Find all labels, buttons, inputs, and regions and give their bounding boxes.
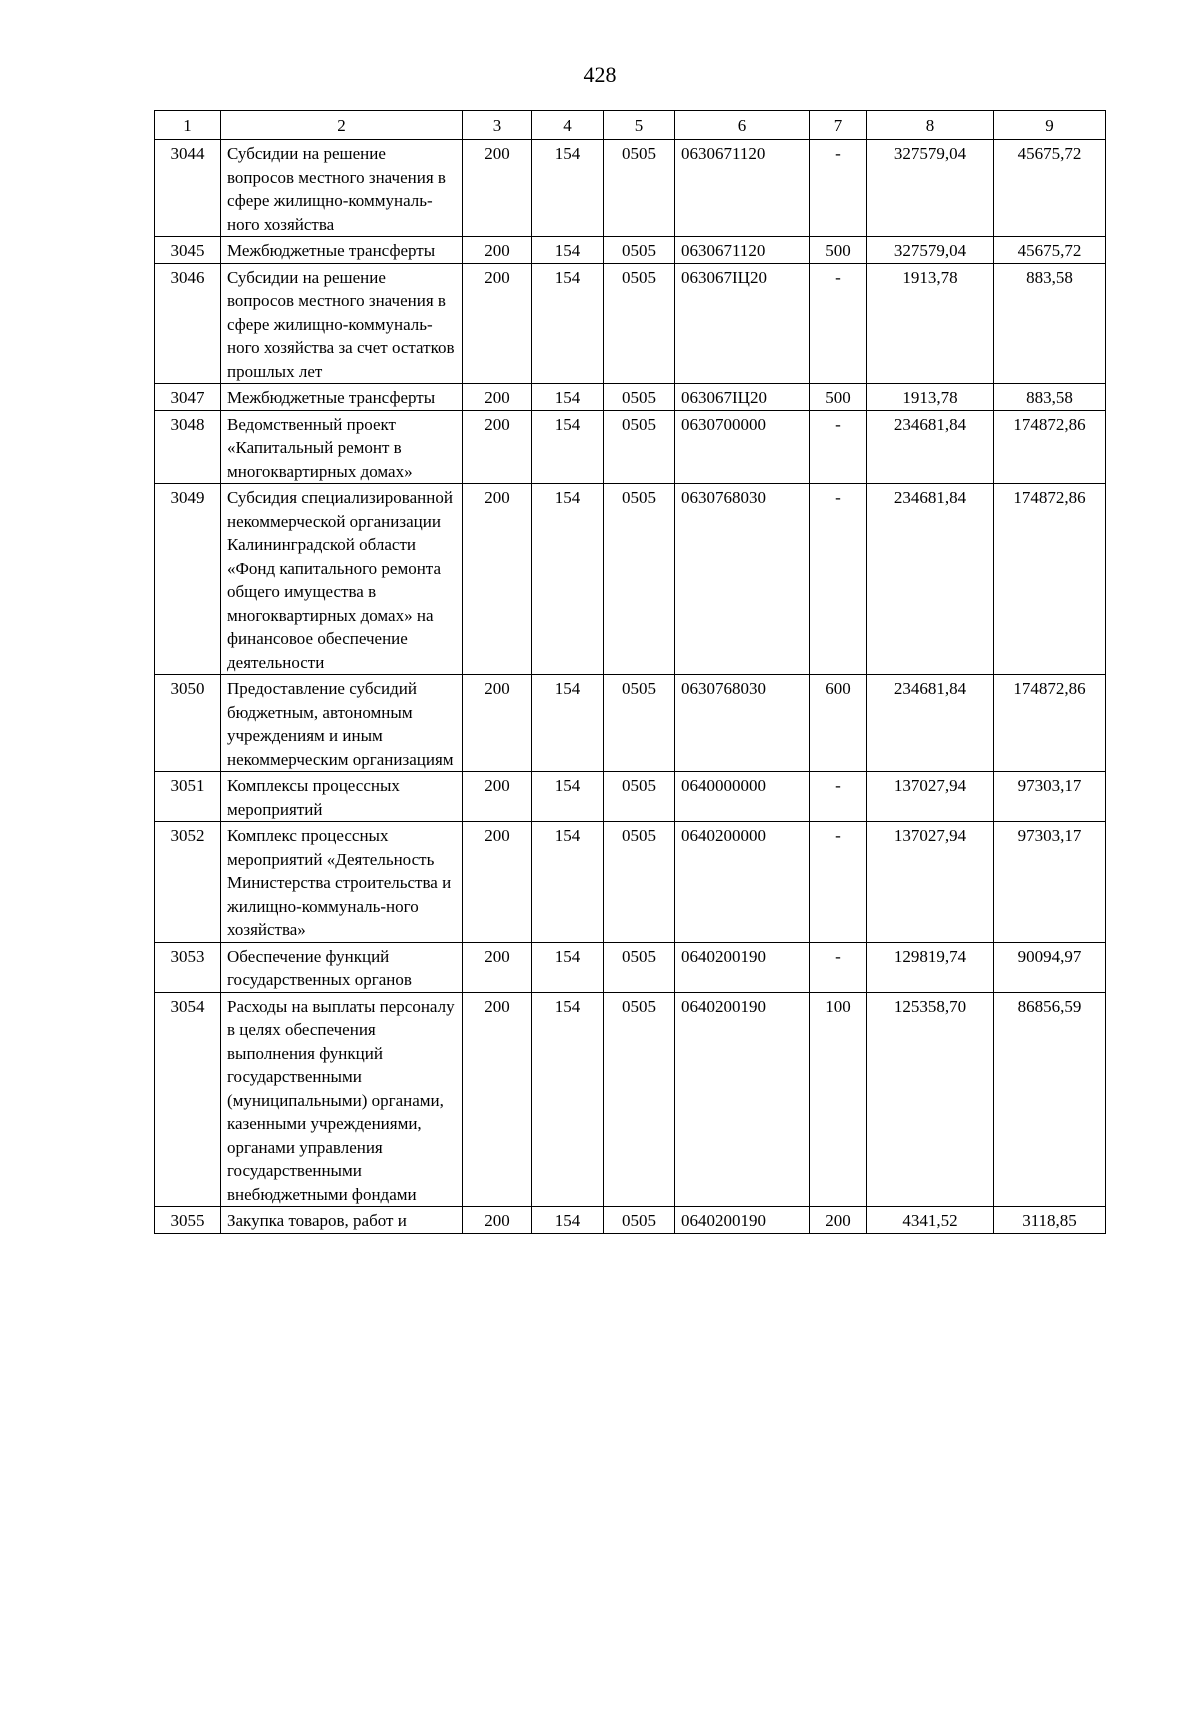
- row-col3: 200: [463, 384, 532, 411]
- row-code: 0630768030: [675, 484, 810, 675]
- row-col4: 154: [532, 1207, 604, 1234]
- row-name: Закупка товаров, работ и: [221, 1207, 463, 1234]
- row-number: 3051: [155, 772, 221, 822]
- row-col3: 200: [463, 942, 532, 992]
- row-col3: 200: [463, 675, 532, 772]
- row-code: 0630768030: [675, 675, 810, 772]
- row-col4: 154: [532, 992, 604, 1207]
- row-col3: 200: [463, 263, 532, 384]
- row-col7: -: [810, 772, 867, 822]
- row-col3: 200: [463, 237, 532, 264]
- row-amount-8: 234681,84: [867, 484, 994, 675]
- row-code: 0640000000: [675, 772, 810, 822]
- row-code: 0640200190: [675, 1207, 810, 1234]
- table-row: [155, 942, 1106, 992]
- column-header: 5: [604, 111, 675, 140]
- column-header: 8: [867, 111, 994, 140]
- row-col4: 154: [532, 675, 604, 772]
- row-col7: 500: [810, 237, 867, 264]
- budget-table: [154, 110, 1106, 1234]
- column-header: 1: [155, 111, 221, 140]
- row-col4: 154: [532, 772, 604, 822]
- row-number: 3044: [155, 140, 221, 237]
- row-col5: 0505: [604, 237, 675, 264]
- row-col4: 154: [532, 410, 604, 484]
- row-col4: 154: [532, 140, 604, 237]
- row-name: Расходы на выплаты персоналу в целях обеспечения выполнения функций государственными (муниципальными) органами, казенными учреждениями, органами управления государственными внебюджетными фондами: [221, 992, 463, 1207]
- row-col7: -: [810, 263, 867, 384]
- column-header: 4: [532, 111, 604, 140]
- row-name: Межбюджетные трансферты: [221, 384, 463, 411]
- table-row: [155, 237, 1106, 264]
- header-row: [155, 111, 1106, 140]
- column-header: 9: [994, 111, 1106, 140]
- row-col4: 154: [532, 384, 604, 411]
- row-col5: 0505: [604, 410, 675, 484]
- row-col4: 154: [532, 822, 604, 943]
- row-amount-8: 125358,70: [867, 992, 994, 1207]
- row-number: 3053: [155, 942, 221, 992]
- row-col7: 500: [810, 384, 867, 411]
- row-number: 3045: [155, 237, 221, 264]
- row-col5: 0505: [604, 484, 675, 675]
- row-number: 3048: [155, 410, 221, 484]
- row-number: 3049: [155, 484, 221, 675]
- row-col5: 0505: [604, 942, 675, 992]
- row-amount-9: 174872,86: [994, 410, 1106, 484]
- row-name: Субсидии на решение вопросов местного значения в сфере жилищно-коммуналь-ного хозяйства за счет остатков прошлых лет: [221, 263, 463, 384]
- row-name: Ведомственный проект «Капитальный ремонт в многоквартирных домах»: [221, 410, 463, 484]
- row-col5: 0505: [604, 384, 675, 411]
- row-amount-9: 883,58: [994, 384, 1106, 411]
- row-number: 3047: [155, 384, 221, 411]
- row-code: 0640200190: [675, 992, 810, 1207]
- row-number: 3052: [155, 822, 221, 943]
- row-name: Субсидии на решение вопросов местного значения в сфере жилищно-коммуналь-ного хозяйства: [221, 140, 463, 237]
- row-col7: -: [810, 410, 867, 484]
- row-code: 0630700000: [675, 410, 810, 484]
- row-col4: 154: [532, 263, 604, 384]
- table-row: [155, 822, 1106, 943]
- row-col5: 0505: [604, 675, 675, 772]
- row-amount-9: 97303,17: [994, 822, 1106, 943]
- row-number: 3054: [155, 992, 221, 1207]
- row-name: Комплекс процессных мероприятий «Деятельность Министерства строительства и жилищно-коммуналь-ного хозяйства»: [221, 822, 463, 943]
- row-amount-8: 137027,94: [867, 772, 994, 822]
- row-col5: 0505: [604, 992, 675, 1207]
- table-row: [155, 410, 1106, 484]
- row-col3: 200: [463, 140, 532, 237]
- row-amount-9: 883,58: [994, 263, 1106, 384]
- row-amount-8: 1913,78: [867, 263, 994, 384]
- table-row: [155, 772, 1106, 822]
- row-name: Межбюджетные трансферты: [221, 237, 463, 264]
- row-code: 0640200190: [675, 942, 810, 992]
- table-row: [155, 484, 1106, 675]
- row-col7: -: [810, 822, 867, 943]
- row-amount-9: 45675,72: [994, 237, 1106, 264]
- row-code: 0630671120: [675, 237, 810, 264]
- row-name: Обеспечение функций государственных органов: [221, 942, 463, 992]
- column-header: 3: [463, 111, 532, 140]
- row-code: 063067IЦ20: [675, 263, 810, 384]
- page-number: 428: [583, 62, 617, 87]
- row-amount-9: 174872,86: [994, 484, 1106, 675]
- row-col5: 0505: [604, 140, 675, 237]
- row-code: 0630671120: [675, 140, 810, 237]
- row-name: Субсидия специализированной некоммерческой организации Калининградской области «Фонд капитального ремонта общего имущества в многоквартирных домах» на финансовое обеспечение деятельности: [221, 484, 463, 675]
- row-amount-9: 97303,17: [994, 772, 1106, 822]
- row-col5: 0505: [604, 772, 675, 822]
- row-col5: 0505: [604, 1207, 675, 1234]
- row-amount-8: 234681,84: [867, 675, 994, 772]
- table-row: [155, 992, 1106, 1207]
- row-name: Комплексы процессных мероприятий: [221, 772, 463, 822]
- row-col7: 200: [810, 1207, 867, 1234]
- row-col3: 200: [463, 484, 532, 675]
- row-col7: -: [810, 942, 867, 992]
- row-col7: 600: [810, 675, 867, 772]
- row-code: 063067IЦ20: [675, 384, 810, 411]
- row-col3: 200: [463, 992, 532, 1207]
- row-col7: 100: [810, 992, 867, 1207]
- row-col3: 200: [463, 1207, 532, 1234]
- row-col4: 154: [532, 942, 604, 992]
- column-header: 7: [810, 111, 867, 140]
- row-name: Предоставление субсидий бюджетным, автономным учреждениям и иным некоммерческим организациям: [221, 675, 463, 772]
- row-col4: 154: [532, 237, 604, 264]
- row-code: 0640200000: [675, 822, 810, 943]
- row-number: 3050: [155, 675, 221, 772]
- column-header: 2: [221, 111, 463, 140]
- row-col7: -: [810, 484, 867, 675]
- row-col4: 154: [532, 484, 604, 675]
- row-amount-8: 1913,78: [867, 384, 994, 411]
- row-amount-9: 90094,97: [994, 942, 1106, 992]
- row-col3: 200: [463, 772, 532, 822]
- table-row: [155, 675, 1106, 772]
- table-row: [155, 263, 1106, 384]
- row-amount-8: 137027,94: [867, 822, 994, 943]
- table-row: [155, 1207, 1106, 1234]
- row-col5: 0505: [604, 822, 675, 943]
- row-amount-8: 327579,04: [867, 237, 994, 264]
- row-number: 3055: [155, 1207, 221, 1234]
- column-header: 6: [675, 111, 810, 140]
- row-col3: 200: [463, 410, 532, 484]
- row-amount-8: 129819,74: [867, 942, 994, 992]
- table-row: [155, 140, 1106, 237]
- row-amount-9: 174872,86: [994, 675, 1106, 772]
- row-amount-8: 4341,52: [867, 1207, 994, 1234]
- row-col3: 200: [463, 822, 532, 943]
- row-col7: -: [810, 140, 867, 237]
- row-amount-9: 45675,72: [994, 140, 1106, 237]
- row-amount-9: 86856,59: [994, 992, 1106, 1207]
- row-amount-8: 234681,84: [867, 410, 994, 484]
- table-row: [155, 384, 1106, 411]
- row-col5: 0505: [604, 263, 675, 384]
- row-amount-8: 327579,04: [867, 140, 994, 237]
- row-number: 3046: [155, 263, 221, 384]
- row-amount-9: 3118,85: [994, 1207, 1106, 1234]
